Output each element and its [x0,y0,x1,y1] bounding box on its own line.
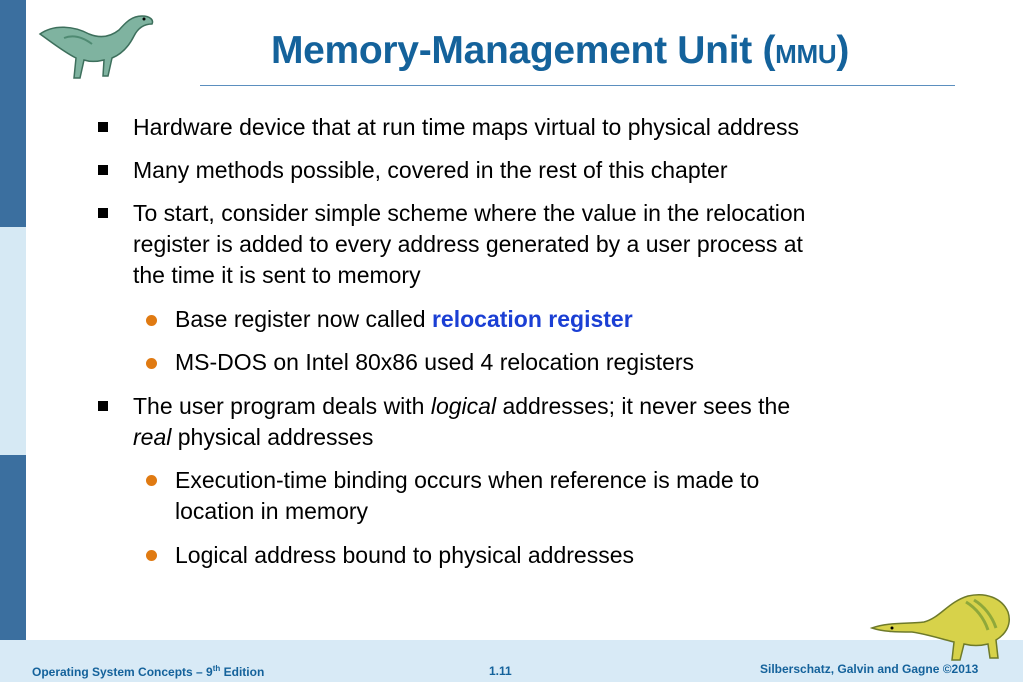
title-close: ) [836,29,850,72]
footer-book-title [32,664,264,679]
circle-bullet-icon [146,358,157,369]
emphasis-text: logical [430,393,497,419]
circle-bullet-icon [146,475,157,486]
sub-bullet-item [175,304,915,335]
sub-bullet-line: location in memory [175,498,369,524]
footer-superscript: th [212,664,221,673]
bullet-item-line [133,391,943,422]
bullet-item-line: the time it is sent to memory [133,262,421,288]
footer-edition-text: Edition [220,665,265,679]
page-number: 1.11 [489,664,512,678]
square-bullet-icon [98,165,108,175]
sub-bullet-item: Logical address bound to physical addresses [175,542,635,568]
bullet-item: Hardware device that at run time maps virtual to physical address [133,114,800,140]
bullet-text: physical addresses [171,424,374,450]
square-bullet-icon [98,122,108,132]
footer-title-text: Operating System Concepts – 9 [32,665,213,679]
sub-bullet-line: Execution-time binding occurs when reference is made to [175,467,760,493]
bullet-item-line: To start, consider simple scheme where the value in the relocation [133,200,806,226]
title-main: Memory-Management Unit ( [270,29,776,72]
bullet-item-line [133,422,943,453]
bullet-text: The user program deals with [133,393,431,419]
bullet-text: addresses; it never sees the [496,393,791,419]
footer-authors: Silberschatz, Galvin and Gagne ©2013 [760,662,979,676]
bullet-item-line: register is added to every address generated by a user process at [133,231,803,257]
sub-bullet-text: Base register now called [175,306,432,332]
highlight-term: relocation register [431,306,633,332]
square-bullet-icon [98,401,108,411]
emphasis-text: real [133,424,172,450]
bullet-item: Many methods possible, covered in the rest of this chapter [133,157,728,183]
circle-bullet-icon [146,315,157,326]
circle-bullet-icon [146,550,157,561]
dinosaur-icon [868,588,1016,664]
sub-bullet-item: MS-DOS on Intel 80x86 used 4 relocation registers [175,349,695,375]
square-bullet-icon [98,208,108,218]
title-abbr: MMU [775,39,837,69]
